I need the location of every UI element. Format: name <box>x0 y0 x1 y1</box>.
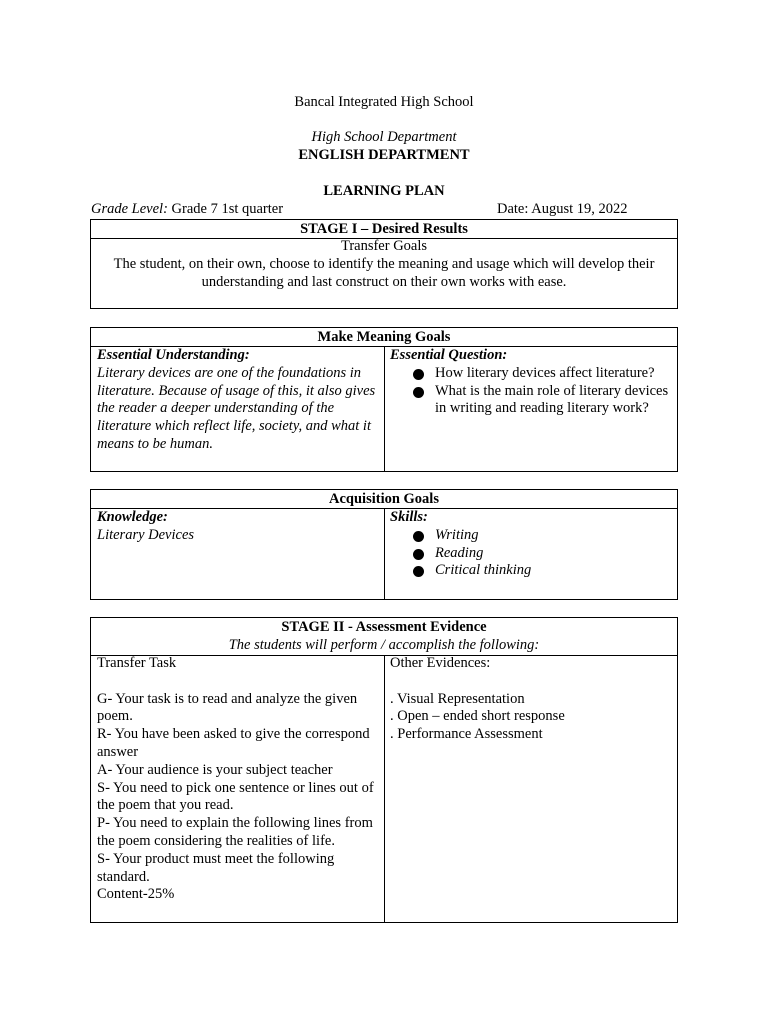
question-text: How literary devices affect literature? <box>435 364 655 381</box>
evidence-item: . Visual Representation <box>390 690 525 707</box>
grasps-line: R- You have been asked to give the correspond answer <box>97 726 370 760</box>
meaning-title: Make Meaning Goals <box>317 329 451 345</box>
grasps-line: S- Your product must meet the following standard. <box>97 850 335 885</box>
eu-label: Essential Understanding: <box>97 347 250 363</box>
list-item <box>390 562 672 580</box>
grasps-line: P- You need to explain the following lines from the poem considering the realities of life. <box>97 815 373 849</box>
bullet-icon <box>413 531 424 542</box>
stage2-table <box>90 617 678 923</box>
stage1-subtitle: Transfer Goals <box>340 238 428 254</box>
knowledge-label: Knowledge: <box>97 509 168 525</box>
list-item <box>390 383 672 419</box>
knowledge-text: Literary Devices <box>97 526 195 543</box>
grasps-line: Content-25% <box>97 886 175 903</box>
evidence-item: . Open – ended short response <box>390 708 565 725</box>
transfer-task-label: Transfer Task <box>97 655 177 671</box>
transfer-task-cell <box>97 655 379 904</box>
bullet-icon <box>413 566 424 577</box>
stage1-table <box>90 219 678 309</box>
bullet-icon <box>413 549 424 560</box>
grade-value: Grade 7 1st quarter <box>171 201 284 217</box>
knowledge-cell <box>97 509 379 545</box>
skill-text: Critical thinking <box>435 562 532 579</box>
skills-label: Skills: <box>390 509 428 525</box>
bullet-icon <box>413 369 424 380</box>
grasps-line: S- You need to pick one sentence or lines out of the poem that you read. <box>97 779 374 814</box>
school-name: Bancal Integrated High School <box>294 94 474 110</box>
skills-cell <box>390 509 672 580</box>
acquisition-title: Acquisition Goals <box>329 491 439 507</box>
list-item <box>390 365 672 383</box>
essential-understanding <box>97 347 379 454</box>
question-list <box>390 365 672 418</box>
grasps-line: A- Your audience is your subject teacher <box>97 761 333 778</box>
skills-list <box>390 527 672 580</box>
other-evidences-label: Other Evidences: <box>390 655 491 671</box>
question-text: What is the main role of literary devices in writing and reading literary work? <box>435 382 669 417</box>
acquisition-table <box>90 489 678 600</box>
stage2-subtitle: The students will perform / accomplish the following: <box>228 636 540 653</box>
essential-question <box>390 347 672 418</box>
grade-level <box>91 201 283 219</box>
stage1-body: The student, on their own, choose to identify the meaning and usage which will develop their understanding and last construct on their own works with ease. <box>113 256 655 290</box>
skill-text: Writing <box>435 526 479 543</box>
department-title: ENGLISH DEPARTMENT <box>298 147 470 163</box>
grasps-line: G- Your task is to read and analyze the given poem. <box>97 690 358 725</box>
plan-title: LEARNING PLAN <box>323 183 445 199</box>
list-item <box>390 527 672 545</box>
eq-label: Essential Question: <box>390 347 508 363</box>
other-evidences-cell <box>390 655 672 744</box>
department-italic: High School Department <box>311 129 457 145</box>
evidence-item: . Performance Assessment <box>390 726 543 743</box>
grade-label: Grade Level: <box>91 201 168 217</box>
stage1-title: STAGE I – Desired Results <box>300 221 468 237</box>
meaning-table <box>90 327 678 472</box>
eu-text: Literary devices are one of the foundations in literature. Because of usage of this, it also gives the reader a deeper understanding of the literature which reflect life, society, and what it means to be human. <box>97 364 376 452</box>
list-item <box>390 545 672 563</box>
stage2-title: STAGE II - Assessment Evidence <box>281 619 487 635</box>
plan-date: Date: August 19, 2022 <box>497 201 628 217</box>
skill-text: Reading <box>435 544 484 561</box>
bullet-icon <box>413 387 424 398</box>
